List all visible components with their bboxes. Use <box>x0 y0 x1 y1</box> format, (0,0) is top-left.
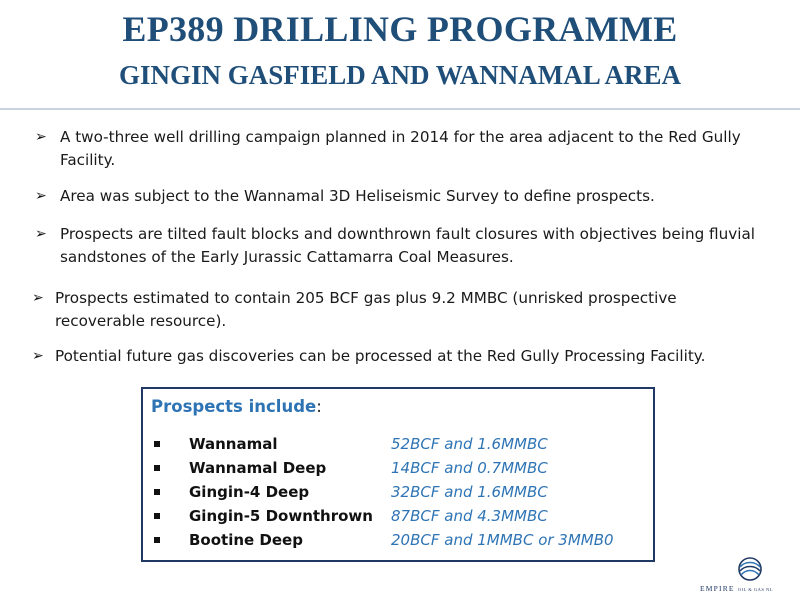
prospect-name: Wannamal <box>189 435 278 453</box>
bullet-text: Prospects estimated to contain 205 BCF gas plus 9.2 MMBC (unrisked prospective recoverable resource). <box>55 289 677 330</box>
prospects-heading-text: Prospects include <box>151 397 317 416</box>
prospects-heading <box>151 397 322 416</box>
bullet-text: A two-three well drilling campaign planned in 2014 for the area adjacent to the Red Gully Facility. <box>60 128 741 169</box>
prospect-row <box>143 528 653 552</box>
square-bullet-icon <box>154 441 160 447</box>
square-bullet-icon <box>154 537 160 543</box>
bullet-item <box>35 126 765 172</box>
bullet-item <box>32 345 772 368</box>
company-logo <box>700 552 800 600</box>
arrow-bullet-icon: ➢ <box>32 348 44 364</box>
logo-suffix: OIL & GAS NL <box>737 587 773 592</box>
bullet-item <box>35 223 765 269</box>
logo-wordmark <box>700 584 800 593</box>
logo-word: EMPIRE <box>700 584 735 593</box>
prospect-row <box>143 504 653 528</box>
title-divider <box>0 108 800 110</box>
prospect-row <box>143 432 653 456</box>
slide-title: EP389 DRILLING PROGRAMME <box>122 9 678 49</box>
prospect-name: Bootine Deep <box>189 531 303 549</box>
prospect-value: 32BCF and 1.6MMBC <box>391 483 548 501</box>
prospects-heading-colon: : <box>316 397 322 416</box>
bullet-text: Area was subject to the Wannamal 3D Heliseismic Survey to define prospects. <box>60 187 655 205</box>
square-bullet-icon <box>154 465 160 471</box>
bullet-item <box>32 287 742 333</box>
bullet-text: Potential future gas discoveries can be processed at the Red Gully Processing Facility. <box>55 347 706 365</box>
prospect-name: Wannamal Deep <box>189 459 327 477</box>
prospect-row <box>143 480 653 504</box>
prospect-row <box>143 456 653 480</box>
prospect-value: 14BCF and 0.7MMBC <box>391 459 548 477</box>
bullet-item <box>35 185 765 208</box>
arrow-bullet-icon: ➢ <box>35 129 47 145</box>
prospect-value: 87BCF and 4.3MMBC <box>391 507 548 525</box>
empire-emblem-icon <box>700 552 800 586</box>
arrow-bullet-icon: ➢ <box>32 290 44 306</box>
arrow-bullet-icon: ➢ <box>35 188 47 204</box>
prospect-name: Gingin-4 Deep <box>189 483 310 501</box>
square-bullet-icon <box>154 489 160 495</box>
square-bullet-icon <box>154 513 160 519</box>
prospects-box <box>141 387 655 562</box>
slide-subtitle: GINGIN GASFIELD AND WANNAMAL AREA <box>118 60 682 90</box>
prospect-name: Gingin-5 Downthrown <box>189 507 373 525</box>
bullet-text: Prospects are tilted fault blocks and downthrown fault closures with objectives being fluvial sandstones of the Early Jurassic Cattamarra Coal Measures. <box>60 225 755 266</box>
prospect-value: 20BCF and 1MMBC or 3MMB0 <box>391 531 614 549</box>
prospect-value: 52BCF and 1.6MMBC <box>391 435 548 453</box>
arrow-bullet-icon: ➢ <box>35 226 47 242</box>
